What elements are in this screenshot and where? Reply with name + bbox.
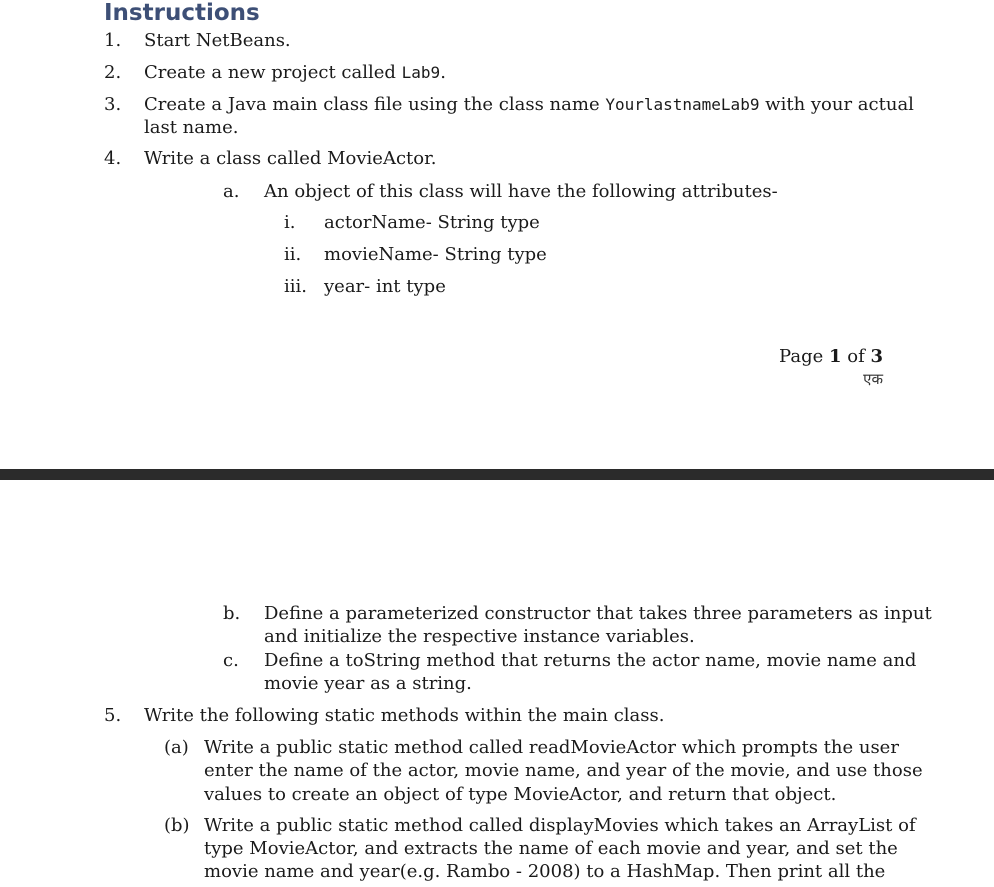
attribute-text: actorName- String type [324,212,540,233]
attribute-number: ii. [284,244,302,265]
step-number: 3. [104,94,122,115]
method-text: Write a public static method called readMovieActor which prompts the user [204,737,899,758]
attribute-number: iii. [284,276,307,297]
method-text-continued: values to create an object of type MovieActor, and return that object. [204,784,837,805]
step-text: Write a class called MovieActor. [144,148,437,169]
method-text-continued: movie name and year(e.g. Rambo - 2008) to a HashMap. Then print all the [204,861,886,882]
substep-text: Define a parameterized constructor that takes three parameters as input [264,603,932,624]
attribute-number: i. [284,212,296,233]
page-number: Page 1 of 3 [779,346,883,367]
step-text: Create a Java main class file using the class name YourlastnameLab9 with your actual [144,94,914,115]
page-title: Instructions [104,0,260,26]
attribute-text: movieName- String type [324,244,547,265]
attribute-text: year- int type [324,276,446,297]
method-text-continued: enter the name of the actor, movie name, and year of the movie, and use those [204,760,923,781]
substep-text-continued: and initialize the respective instance variables. [264,626,695,647]
step-text: Write the following static methods within the main class. [144,705,665,726]
code-project-name: Lab9 [401,63,441,82]
step-number: 1. [104,30,122,51]
step-number: 4. [104,148,122,169]
step-text: Start NetBeans. [144,30,291,51]
method-text: Write a public static method called displayMovies which takes an ArrayList of [204,815,916,836]
code-class-name: YourlastnameLab9 [605,95,760,114]
step-number: 5. [104,705,122,726]
step-text-continued: last name. [144,117,239,138]
substep-text-continued: movie year as a string. [264,673,472,694]
step-number: 2. [104,62,122,83]
page-number-hindi: एक [863,370,883,388]
substep-text: Define a toString method that returns the actor name, movie name and [264,650,917,671]
page-divider [0,469,994,480]
substep-label: a. [223,181,240,202]
method-text-continued: type MovieActor, and extracts the name of each movie and year, and set the [204,838,898,859]
method-label: (b) [164,815,190,836]
step-text: Create a new project called Lab9. [144,62,446,83]
method-label: (a) [164,737,189,758]
substep-text: An object of this class will have the following attributes- [264,181,778,202]
substep-label: b. [223,603,241,624]
substep-label: c. [223,650,239,671]
